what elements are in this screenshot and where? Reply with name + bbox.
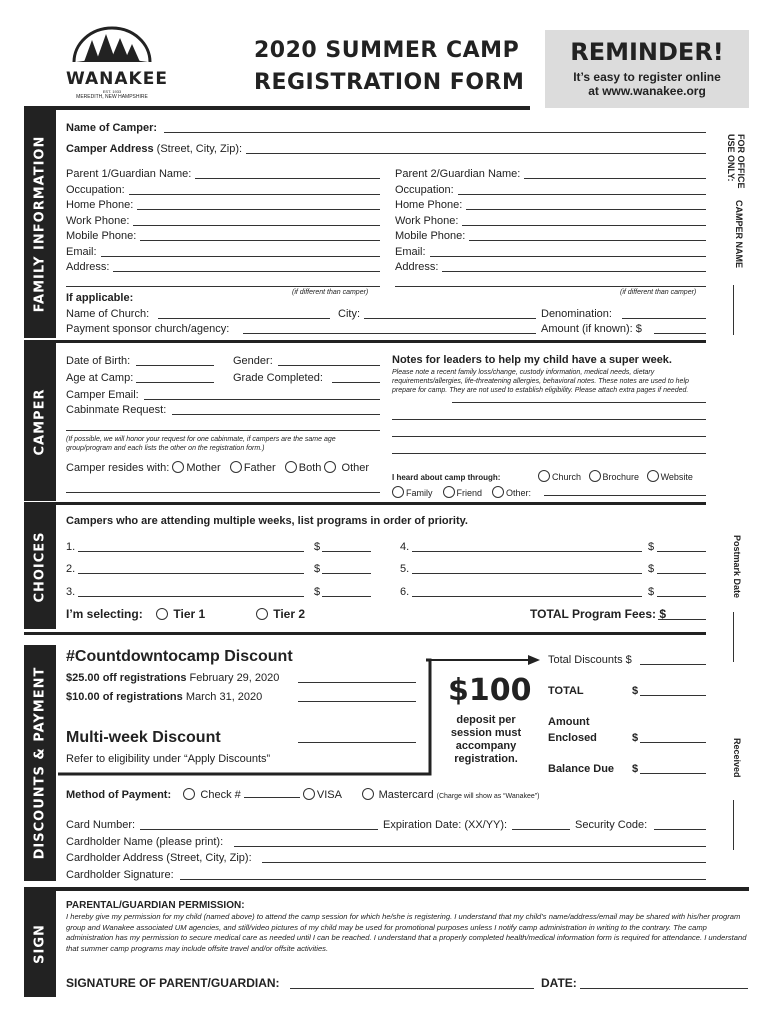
mastercard-radio[interactable] [362,788,374,800]
denomination-label: Denomination: [541,308,612,320]
choice-number-6: 6. [400,586,410,598]
age-label: Age at Camp: [66,372,134,384]
heard-friend: Friend [456,488,483,498]
section-camper-title: CAMPER [32,388,48,456]
parent1-label-3: Work Phone: [66,215,130,227]
parent2-label-5: Email: [395,246,426,258]
selecting-label: I’m selecting: [66,607,143,621]
deposit-amount: $100 [448,673,532,708]
cardholder-signature-field[interactable] [180,879,706,880]
section-sign-title: SIGN [32,924,48,964]
check-label: Check # [200,789,241,801]
security-code-label: Security Code: [575,819,648,831]
reminder-line2: at www.wanakee.org [588,84,706,98]
amount-label: Amount [548,716,590,728]
check-number-field[interactable] [244,797,300,798]
resides-father: Father [243,462,276,474]
parent2-label-4: Mobile Phone: [395,230,466,242]
form-title-line2: REGISTRATION FORM [254,70,525,95]
choice-dollar-6: $ [648,586,655,598]
parent1-label-1: Occupation: [66,184,125,196]
choice-dollar-4: $ [648,541,655,553]
enclosed-field[interactable] [640,742,706,743]
total-field[interactable] [640,695,706,696]
expiration-field[interactable] [512,829,570,830]
notes-title: Notes for leaders to help my child have a super week. [392,354,672,366]
countdown-title: #Countdowntocamp Discount [66,648,293,665]
choice-number-1: 1. [66,541,76,553]
discount-10-bold: $10.00 of registrations [66,691,183,703]
card-number-field[interactable] [140,829,378,830]
resides-other: Other [341,462,370,474]
card-number-label: Card Number: [66,819,136,831]
check-radio[interactable] [183,788,195,800]
balance-dollar: $ [632,763,639,775]
office-received: Received [732,738,742,778]
permission-title: PARENTAL/GUARDIAN PERMISSION: [66,900,245,911]
parent2-label-3: Work Phone: [395,215,459,227]
heard-family: Family [406,488,433,498]
amount-label: Amount (if known): $ [541,323,642,335]
heard-label: I heard about camp through: [392,473,501,482]
resides-both: Both [298,462,322,474]
cardholder-signature-label: Cardholder Signature: [66,869,174,881]
cardholder-address-field[interactable] [262,862,706,863]
office-postmark: Postmark Date [732,535,742,599]
cabinmate-label: Cabinmate Request: [66,404,167,416]
choice-dollar-2: $ [314,563,321,575]
parent2-if-different: (if different than camper) [620,289,697,296]
balance-label: Balance Due [548,763,615,775]
discount-10-date: March 31, 2020 [182,691,263,703]
grade-label: Grade Completed: [233,372,323,384]
if-applicable-label: If applicable: [66,292,134,304]
cabinmate-note: (If possible, we will honor your request for one cabinmate, if campers are the same age group/program and each lists the other on the registration form.) [66,436,336,452]
discount-25-date: February 29, 2020 [186,672,280,684]
parent2-label-6: Address: [395,261,439,273]
heard-church: Church [552,472,582,482]
enclosed-dollar: $ [632,732,639,744]
discounts-bottom-rule [24,887,749,891]
section-discounts-title: DISCOUNTS & PAYMENT [32,666,48,860]
balance-field[interactable] [640,773,706,774]
logo-est: EST. 1933 [102,89,122,94]
total-label: TOTAL [548,685,584,697]
choice-number-4: 4. [400,541,410,553]
discount-25-bold: $25.00 off registrations [66,672,187,684]
mastercard-note: (Charge will show as “Wanakee”) [436,793,540,800]
expiration-label: Expiration Date: (XX/YY): [383,819,508,831]
form-title-line1: 2020 SUMMER CAMP [254,38,520,63]
parent1-if-different: (if different than camper) [292,289,369,296]
payment-method-label: Method of Payment: [66,789,172,801]
total-fees-label: TOTAL Program Fees: $ [530,607,667,621]
parent2-label-0: Parent 2/Guardian Name: [395,168,521,180]
total-dollar: $ [632,685,639,697]
deposit-text: deposit per session must accompany registration. [450,714,522,765]
choice-number-5: 5. [400,563,410,575]
heard-brochure: Brochure [602,472,640,482]
parent1-label-6: Address: [66,261,110,273]
section-family-title: FAMILY INFORMATION [32,135,48,313]
tier2-label: Tier 2 [273,607,306,621]
reminder-line1: It’s easy to register online [573,70,721,84]
choice-dollar-1: $ [314,541,321,553]
dob-label: Date of Birth: [66,355,131,367]
visa-label: VISA [316,789,342,801]
notes-text: Please note a recent family loss/change, custody information, medical needs, dietary requirements/allergies, life-threatening allergies, behavioral notes. These notes are used to help prepare for camp. They are not used to establish eligibility. Please attach extra pages if needed. [392,369,689,394]
resides-mother: Mother [186,462,221,474]
cardholder-name-label: Cardholder Name (please print): [66,836,224,848]
payment-method-row [66,788,540,803]
security-code-field[interactable] [654,829,706,830]
permission-text: I hereby give my permission for my child (named above) to attend the camp session for which he/she is registering. I understand that my child’s name/address/email may be shared with his/her program group and Wanakee associated UM agencies, and still/video pictures of my child may be used for promotional purposes unless I notify camp administration in writing to the contrary. The camp administration has my permission to secure medical care as needed until I can be reached. I understand that a properly completed health/medical information form is required for attendance. I understand that summer camp programs may include offsite travel and/or offsite activities. [66,912,747,953]
heard-website: Website [660,472,693,482]
choice-dollar-5: $ [648,563,655,575]
logo-sub: MEREDITH, NEW HAMPSHIRE [76,94,148,100]
camper-address-hint: (Street, City, Zip): [153,143,243,155]
church-name-label: Name of Church: [66,308,150,320]
choice-number-2: 2. [66,563,76,575]
choice-dollar-3: $ [314,586,321,598]
church-city-label: City: [338,308,360,320]
camper-email-label: Camper Email: [66,389,139,401]
signature-label: SIGNATURE OF PARENT/GUARDIAN: [66,976,280,990]
office-camper-name: CAMPER NAME [734,200,744,269]
parent1-label-0: Parent 1/Guardian Name: [66,168,192,180]
parent1-label-5: Email: [66,246,97,258]
date-label: DATE: [541,976,577,990]
section-choices-title: CHOICES [32,531,48,603]
mastercard-label: Mastercard [378,789,434,801]
office-use-label: FOR OFFICE USE ONLY: [726,134,746,189]
name-of-camper-label: Name of Camper: [66,122,158,134]
total-discounts-label: Total Discounts $ [548,654,632,666]
visa-radio[interactable] [303,788,315,800]
parent2-label-1: Occupation: [395,184,454,196]
signature-field[interactable] [290,988,534,989]
parent1-label-4: Mobile Phone: [66,230,137,242]
cardholder-address-label: Cardholder Address (Street, City, Zip): [66,852,252,864]
enclosed-label: Enclosed [548,732,597,744]
tier1-label: Tier 1 [173,607,206,621]
choice-number-3: 3. [66,586,76,598]
sponsor-label: Payment sponsor church/agency: [66,323,230,335]
resides-label: Camper resides with: [66,462,170,474]
multiweek-title: Multi-week Discount [66,729,221,746]
choices-intro: Campers who are attending multiple weeks, list programs in order of priority. [66,515,468,527]
reminder-title: REMINDER! [570,38,724,66]
parent1-label-2: Home Phone: [66,199,134,211]
refer-text: Refer to eligibility under “Apply Discounts” [66,753,271,765]
gender-label: Gender: [233,355,273,367]
cardholder-name-field[interactable] [234,846,706,847]
logo-name: WANAKEE [66,69,168,89]
total-discounts-field[interactable] [640,664,706,665]
date-field[interactable] [580,988,748,989]
parent2-label-2: Home Phone: [395,199,463,211]
section-sign-bar [24,891,56,997]
camper-address-bold: Camper Address [66,143,154,155]
heard-other: Other: [506,488,532,498]
